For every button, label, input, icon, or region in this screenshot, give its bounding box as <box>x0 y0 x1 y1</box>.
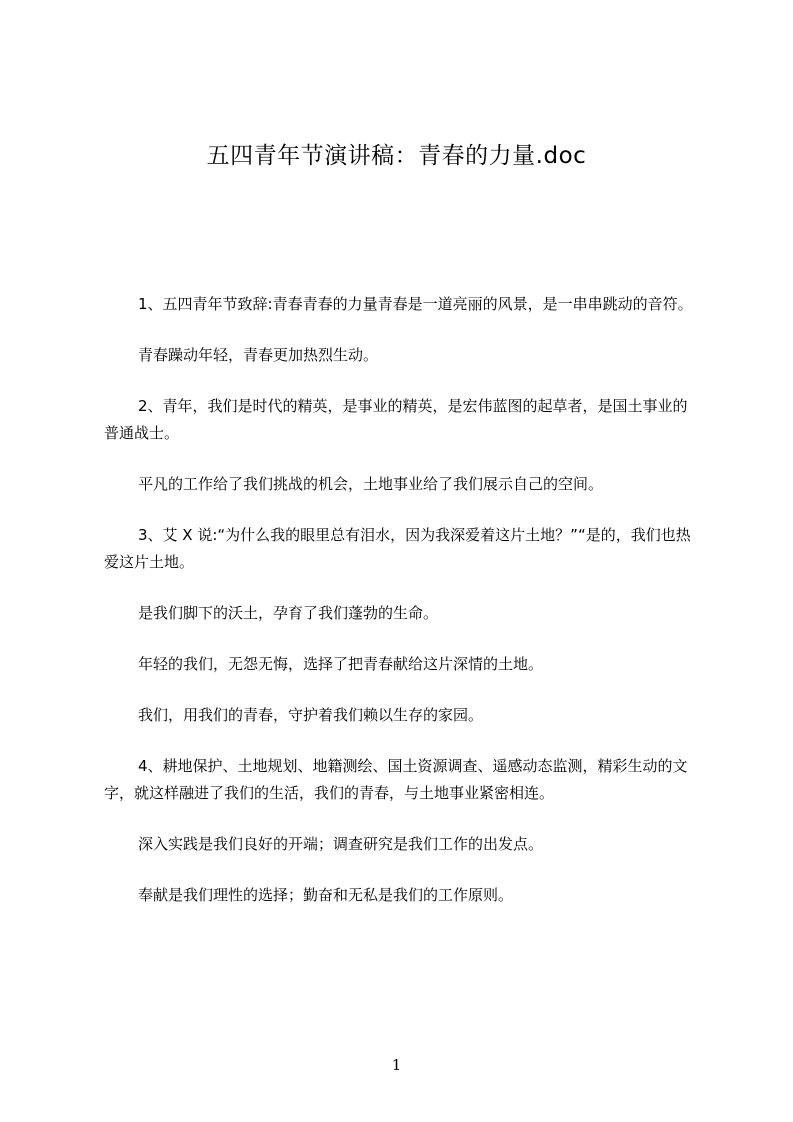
paragraph-4: 平凡的工作给了我们挑战的机会，土地事业给了我们展示自己的空间。 <box>138 475 604 493</box>
paragraph-1: 1、五四青年节致辞:青春青春的力量青春是一道亮丽的风景，是一串串跳动的音符。 <box>138 295 693 313</box>
document-title: 五四青年节演讲稿：青春的力量.doc <box>206 143 587 169</box>
paragraph-2: 青春躁动年轻，青春更加热烈生动。 <box>138 346 379 364</box>
paragraph-7: 年轻的我们，无怨无悔，选择了把青春献给这片深情的土地。 <box>138 655 544 673</box>
paragraph-8: 我们，用我们的青春，守护着我们赖以生存的家园。 <box>138 706 484 724</box>
document-body <box>104 291 696 933</box>
paragraph-9: 4、耕地保护、土地规划、地籍测绘、国土资源调查、遥感动态监测，精彩生动的文字，就这样融进了我们的生活，我们的青春，与土地事业紧密相连。 <box>104 757 688 802</box>
paragraph-3: 2、青年，我们是时代的精英，是事业的精英，是宏伟蓝图的起草者，是国土事业的普通战士。 <box>104 397 688 442</box>
paragraph-10: 深入实践是我们良好的开端；调查研究是我们工作的出发点。 <box>138 835 544 853</box>
paragraph-5: 3、艾 X 说:“为什么我的眼里总有泪水，因为我深爱着这片土地？”“是的，我们也热爱这片土地。 <box>104 526 691 571</box>
page-number: 1 <box>391 1056 402 1074</box>
paragraph-11: 奉献是我们理性的选择；勤奋和无私是我们的工作原则。 <box>138 886 514 904</box>
paragraph-6: 是我们脚下的沃土，孕育了我们蓬勃的生命。 <box>138 604 439 622</box>
